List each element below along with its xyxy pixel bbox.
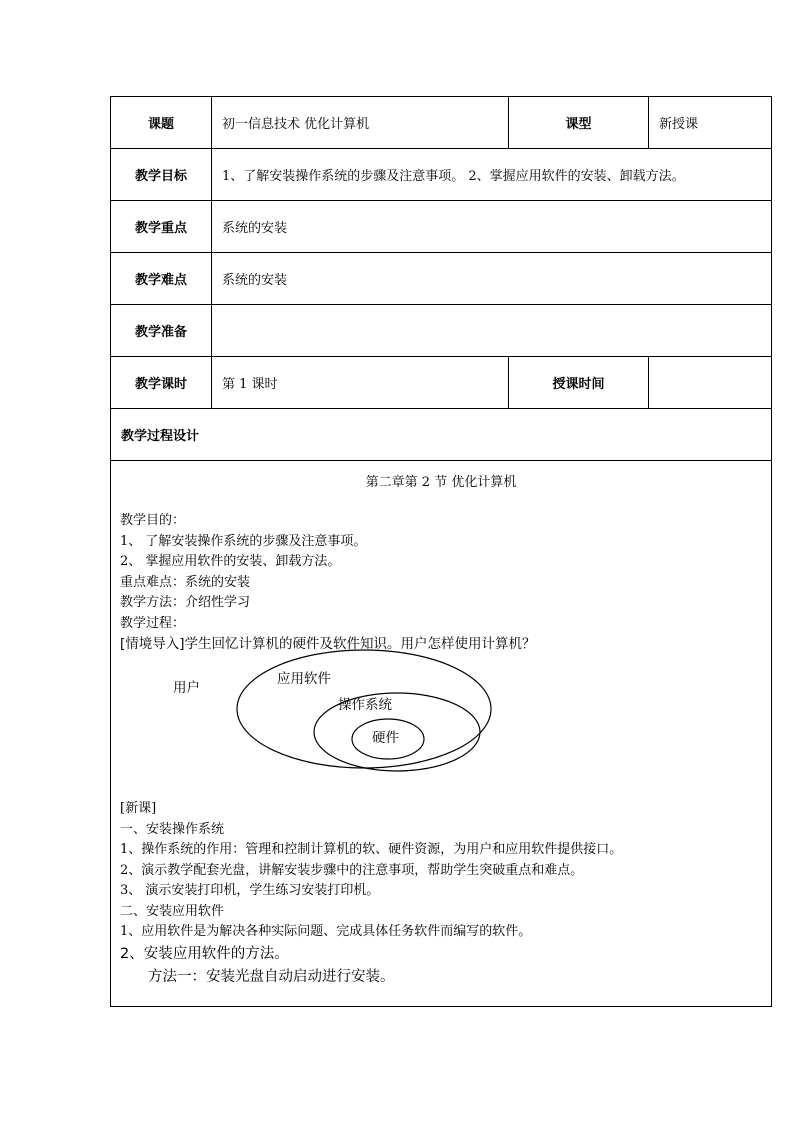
hardware-label: 硬件 (372, 730, 399, 746)
focus-row (111, 201, 772, 253)
software-layer-diagram (117, 637, 517, 782)
hours-value: 第 1 课时 (212, 357, 509, 409)
intro-line: 教学过程： (120, 615, 186, 631)
process-title-row (111, 409, 772, 461)
scenario-line: [情境导入]学生回忆计算机的硬件及软件知识。用户怎样使用计算机？ (120, 636, 536, 652)
new-lesson-block (120, 799, 765, 989)
difficulty-value: 系统的安装 (212, 253, 772, 305)
difficulty-row (111, 253, 772, 305)
lesson-line: 3、 演示安装打印机，学生练习安装打印机。 (120, 883, 380, 898)
lesson-line: [新课] (120, 801, 157, 816)
lesson-plan-table (110, 96, 772, 1007)
intro-line: 1、 了解安装操作系统的步骤及注意事项。 (120, 533, 367, 549)
process-content-row (111, 461, 772, 1007)
focus-value: 系统的安装 (212, 201, 772, 253)
prep-label: 教学准备 (111, 305, 212, 357)
goal-value: 1、了解安装操作系统的步骤及注意事项。 2、掌握应用软件的安装、卸载方法。 (212, 149, 772, 201)
user-label: 用户 (173, 680, 200, 696)
app-software-label: 应用软件 (277, 671, 331, 687)
process-content-cell (111, 461, 772, 1007)
lesson-line: 方法一：安装光盘自动启动进行安装。 (148, 968, 395, 985)
intro-line: 2、 掌握应用软件的安装、卸载方法。 (120, 554, 341, 569)
os-label: 操作系统 (338, 697, 392, 713)
type-label: 课型 (509, 97, 649, 149)
nested-ellipses (117, 637, 517, 782)
intro-line: 教学方法：介绍性学习 (120, 595, 251, 610)
lesson-line: 二、安装应用软件 (120, 903, 225, 919)
goal-label: 教学目标 (111, 149, 212, 201)
intro-line: 教学目的： (120, 513, 186, 528)
lesson-line: 1、应用软件是为解决各种实际问题、完成具体任务软件而编写的软件。 (120, 924, 532, 939)
time-label: 授课时间 (509, 357, 649, 409)
process-title: 教学过程设计 (111, 409, 772, 461)
difficulty-label: 教学难点 (111, 253, 212, 305)
topic-label: 课题 (111, 97, 212, 149)
hours-label: 教学课时 (111, 357, 212, 409)
focus-label: 教学重点 (111, 201, 212, 253)
topic-value: 初一信息技术 优化计算机 (212, 97, 509, 149)
lesson-line: 1、操作系统的作用：管理和控制计算机的软、硬件资源，为用户和应用软件提供接口。 (120, 842, 623, 857)
topic-row (111, 97, 772, 149)
goal-row (111, 149, 772, 201)
type-value: 新授课 (649, 97, 772, 149)
lesson-line: 2、演示教学配套光盘，讲解安装步骤中的注意事项，帮助学生突破重点和难点。 (120, 862, 584, 878)
prep-row (111, 305, 772, 357)
lesson-line: 2、安装应用软件的方法。 (120, 945, 289, 962)
hours-row (111, 357, 772, 409)
lesson-line: 一、安装操作系统 (120, 821, 225, 837)
prep-value (212, 305, 772, 357)
intro-line: 重点难点：系统的安装 (120, 574, 251, 590)
intro-block (120, 511, 765, 655)
process-content (117, 461, 765, 1006)
section-title: 第二章第 2 节 优化计算机 (365, 475, 517, 490)
time-value (649, 357, 772, 409)
